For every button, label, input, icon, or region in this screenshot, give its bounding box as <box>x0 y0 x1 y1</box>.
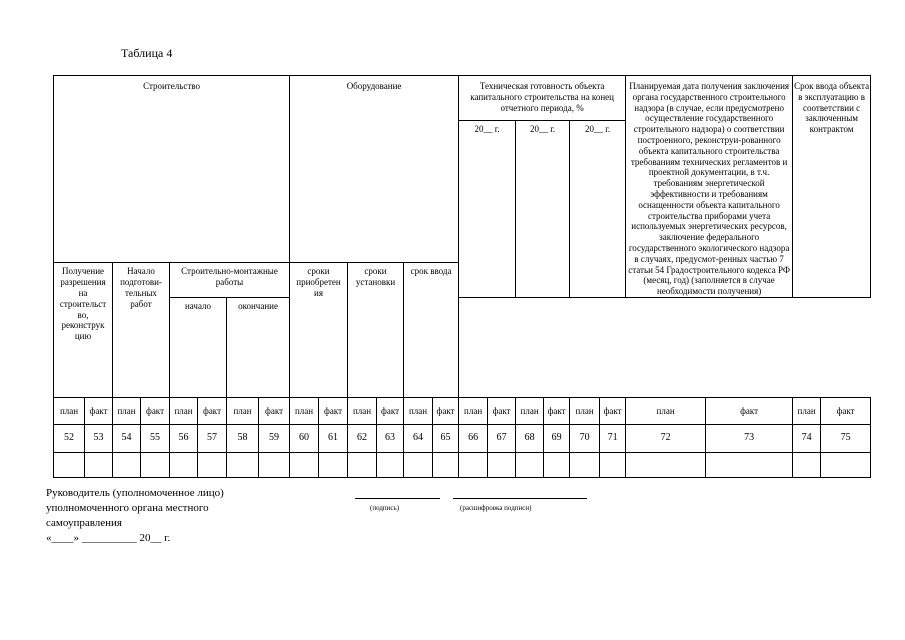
plan-fact-label: факт <box>821 397 871 424</box>
data-cell <box>170 452 198 477</box>
year-header-3: 20__ г. <box>570 121 626 298</box>
plan-fact-label: факт <box>198 397 227 424</box>
plan-fact-label: план <box>113 397 141 424</box>
column-number: 73 <box>706 424 793 452</box>
plan-fact-label: факт <box>259 397 290 424</box>
subheader-installation: сроки установки <box>348 263 404 397</box>
data-cell <box>404 452 433 477</box>
signature-line <box>355 498 440 499</box>
plan-fact-label: факт <box>600 397 626 424</box>
column-number: 71 <box>600 424 626 452</box>
column-number: 63 <box>377 424 404 452</box>
column-number: 72 <box>626 424 706 452</box>
plan-fact-label: факт <box>141 397 170 424</box>
group-equipment: Оборудование <box>290 76 459 263</box>
plan-fact-label: план <box>170 397 198 424</box>
subheader-input: срок ввода <box>404 263 459 397</box>
data-cell <box>227 452 259 477</box>
column-number: 53 <box>85 424 113 452</box>
group-conclusion-date: Планируемая дата получения заключения органа государственного строительного надзора (в случае, если предусмотрено осуществление государственного строительного надзора) о соответствии построенного, реконструи-рованного объекта капитального строительства требованиям технических регламентов и проектной документации, в т.ч. требованиям энергетической эффективности и требованиям оснащенности объекта капитального строительства приборами учета используемых энергетических ресурсов, заключение федерального государственного экологического надзора в случаях, предусмот-ренных частью 7 статьи 54 Градостроительного кодекса РФ (месяц, год) (заполняется в случае необходимости получения) <box>626 76 793 298</box>
date-line: «____» __________ 20__ г. <box>46 532 171 544</box>
plan-fact-label: план <box>348 397 377 424</box>
data-cell <box>319 452 348 477</box>
data-cell <box>290 452 319 477</box>
column-number: 60 <box>290 424 319 452</box>
column-number: 57 <box>198 424 227 452</box>
column-number: 67 <box>488 424 516 452</box>
column-number: 70 <box>570 424 600 452</box>
table-caption: Таблица 4 <box>121 46 173 60</box>
year-header-2: 20__ г. <box>516 121 570 298</box>
plan-fact-label: план <box>516 397 544 424</box>
data-cell <box>141 452 170 477</box>
plan-fact-label: факт <box>85 397 113 424</box>
data-cell <box>259 452 290 477</box>
plan-fact-label: план <box>626 397 706 424</box>
group-readiness: Техническая готовность объекта капитального строительства на конец отчетного периода, % <box>459 76 626 121</box>
column-number: 65 <box>433 424 459 452</box>
group-commissioning: Срок ввода объекта в эксплуатацию в соответствии с заключенным контрактом <box>793 76 871 298</box>
data-cell <box>348 452 377 477</box>
plan-fact-label: план <box>227 397 259 424</box>
plan-fact-label: план <box>54 397 85 424</box>
signature-decode-label: (расшифровка подписи) <box>460 504 532 512</box>
data-cell <box>85 452 113 477</box>
subheader-install-end: окончание <box>227 297 290 397</box>
data-cell <box>433 452 459 477</box>
data-cell <box>516 452 544 477</box>
signatory-title-line-1: Руководитель (уполномоченное лицо) <box>46 487 224 499</box>
data-cell <box>600 452 626 477</box>
subheader-permit: Получение разрешения на строительст во, реконструк цию <box>54 263 113 397</box>
group-construction: Строительство <box>54 76 290 263</box>
signatory-title-line-2: уполномоченного органа местного <box>46 502 209 514</box>
column-number: 61 <box>319 424 348 452</box>
column-number: 52 <box>54 424 85 452</box>
data-cell <box>198 452 227 477</box>
data-cell <box>54 452 85 477</box>
data-cell <box>821 452 871 477</box>
column-number: 58 <box>227 424 259 452</box>
subheader-prep-start: Начало подготови-тельных работ <box>113 263 170 397</box>
data-cell <box>706 452 793 477</box>
column-number: 54 <box>113 424 141 452</box>
column-number: 55 <box>141 424 170 452</box>
data-cell <box>793 452 821 477</box>
year-header-1: 20__ г. <box>459 121 516 298</box>
plan-fact-label: факт <box>433 397 459 424</box>
data-cell <box>488 452 516 477</box>
data-cell <box>570 452 600 477</box>
plan-fact-label: план <box>459 397 488 424</box>
column-number: 56 <box>170 424 198 452</box>
signatory-title-line-3: самоуправления <box>46 517 122 529</box>
plan-fact-label: план <box>404 397 433 424</box>
plan-fact-label: план <box>570 397 600 424</box>
data-cell <box>544 452 570 477</box>
column-number: 66 <box>459 424 488 452</box>
report-table <box>53 75 871 478</box>
column-number: 59 <box>259 424 290 452</box>
subheader-acquisition: сроки приобретен ия <box>290 263 348 397</box>
plan-fact-label: факт <box>488 397 516 424</box>
data-cell <box>113 452 141 477</box>
plan-fact-label: план <box>793 397 821 424</box>
subheader-install-works: Строительно-монтажные работы <box>170 263 290 297</box>
column-number: 64 <box>404 424 433 452</box>
column-number: 62 <box>348 424 377 452</box>
subheader-install-start: начало <box>170 297 227 397</box>
data-cell <box>459 452 488 477</box>
plan-fact-label: факт <box>319 397 348 424</box>
signature-decode-line <box>453 498 587 499</box>
plan-fact-label: факт <box>706 397 793 424</box>
column-number: 68 <box>516 424 544 452</box>
column-number: 69 <box>544 424 570 452</box>
data-cell <box>626 452 706 477</box>
signature-label: (подпись) <box>370 504 400 512</box>
plan-fact-label: факт <box>377 397 404 424</box>
plan-fact-label: план <box>290 397 319 424</box>
column-number: 74 <box>793 424 821 452</box>
column-number: 75 <box>821 424 871 452</box>
data-cell <box>377 452 404 477</box>
plan-fact-label: факт <box>544 397 570 424</box>
